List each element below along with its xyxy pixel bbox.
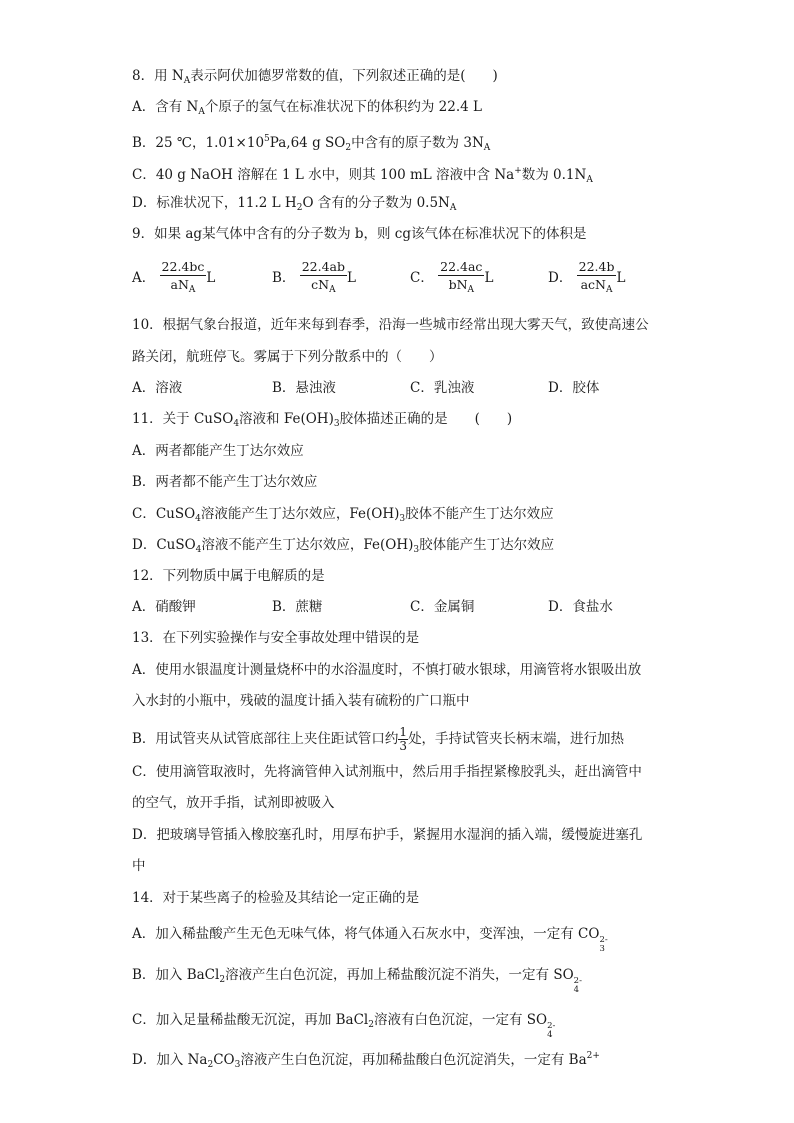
q13-option-c-line2: 的空气，放开手指，试剂即被吸入 [132, 795, 335, 811]
q10-option-d: D．胶体 [548, 380, 600, 396]
q13-option-c-line1: C．使用滴管取液时，先将滴管伸入试剂瓶中，然后用手指捏紧橡胶乳头，赶出滴管中 [132, 764, 642, 780]
q13-option-d-line2: 中 [132, 858, 146, 874]
q12-option-a: A．硝酸钾 [132, 599, 196, 615]
q8-option-a: A．含有 $N_A$个原子的氢气在标准状况下的体积约为 22.4 L [132, 99, 482, 117]
q8-stem: 8．用 $N_A$表示阿伏加德罗常数的值，下列叙述正确的是( ) [132, 68, 498, 86]
q9-option-b: B． $\frac{22.4ab}{cN_A}$ L [272, 258, 356, 298]
q9-option-c: C． $\frac{22.4ac}{bN_A}$ L [410, 258, 493, 298]
fraction: $\frac{22.4ac}{bN_A}$ [440, 259, 483, 295]
q14-option-c: C．加入足量稀盐酸无沉淀，再加 BaCl$_2$溶液有白色沉淀，一定有 SO 2- 4 [132, 1012, 556, 1040]
q8-option-c: C．40 g NaOH 溶解在 1 L 水中，则其 100 mL 溶液中含 Na+数为 $0.1N_A$ [132, 166, 593, 185]
q11-stem: 11．关于 CuSO$_4$溶液和 $Fe(OH)_3$胶体描述正确的是 ( ) [132, 411, 513, 429]
q9-option-a: A． $\frac{22.4bc}{aN_A}$ L [132, 258, 215, 298]
q12-option-c: C．金属铜 [410, 599, 475, 615]
q13-option-a-line2: 入水封的小瓶中，残破的温度计插入装有硫粉的广口瓶中 [132, 693, 470, 709]
fraction: $\frac{22.4b}{acN_A}$ [578, 259, 615, 295]
q14-option-a: A．加入稀盐酸产生无色无味气体，将气体通入石灰水中，变浑浊，一定有 CO 2- 3 [132, 926, 608, 954]
q13-option-a-line1: A．使用水银温度计测量烧杯中的水浴温度时，不慎打破水银球，用滴管将水银吸出放 [132, 662, 642, 678]
fraction: $\frac{1}{3}$ [399, 725, 408, 753]
q10-option-a: A．溶液 [132, 380, 183, 396]
q9-option-d: D． $\frac{22.4b}{acN_A}$ L [548, 258, 625, 298]
q11-option-d: D．CuSO$_4$溶液不能产生丁达尔效应，$Fe(OH)_3$胶体能产生丁达尔效应 [132, 537, 555, 555]
q13-option-d-line1: D．把玻璃导管插入橡胶塞孔时，用厚布护手，紧握用水湿润的插入端，缓慢旋进塞孔 [132, 827, 643, 843]
q10-stem-line2: 路关闭，航班停飞。雾属于下列分散系中的（ ） [132, 349, 443, 365]
q11-option-b: B．两者都不能产生丁达尔效应 [132, 474, 318, 490]
q9-stem: 9．如果 ag某气体中含有的分子数为 b，则 cg该气体在标准状况下的体积是 [132, 226, 587, 242]
q14-option-d: D．加入 $Na_2CO_3$溶液产生白色沉淀，再加稀盐酸白色沉淀消失，一定有 $Ba^{2+}$ [132, 1051, 600, 1070]
q12-option-b: B．蔗糖 [272, 599, 323, 615]
q10-stem-line1: 10．根据气象台报道，近年来每到春季，沿海一些城市经常出现大雾天气，致使高速公 [132, 317, 649, 333]
q14-option-b: B．加入 BaCl$_2$溶液产生白色沉淀，再加上稀盐酸沉淀不消失，一定有 SO 2- 4 [132, 967, 582, 995]
q12-stem: 12．下列物质中属于电解质的是 [132, 568, 325, 584]
fraction: $\frac{22.4bc}{aN_A}$ [161, 259, 205, 295]
q13-stem: 13．在下列实验操作与安全事故处理中错误的是 [132, 630, 420, 646]
q10-option-c: C．乳浊液 [410, 380, 475, 396]
q13-option-b: B．用试管夹从试管底部往上夹住距试管口约 $\frac{1}{3}$ 处，手持试管夹长柄末端，进行加热 [132, 725, 625, 753]
q12-option-d: D．食盐水 [548, 599, 613, 615]
q8-option-b: B．25 ℃，$1.01\times 10^5Pa,64$ g $SO_2$中含有的原子数为 $3N_A$ [132, 134, 491, 153]
q14-stem: 14．对于某些离子的检验及其结论一定正确的是 [132, 890, 420, 906]
q8-option-d: D．标准状况下，11.2 L $H_2O$ 含有的分子数为 $0.5N_A$ [132, 195, 457, 213]
fraction: $\frac{22.4ab}{cN_A}$ [301, 259, 346, 295]
q11-option-a: A．两者都能产生丁达尔效应 [132, 443, 304, 459]
q11-option-c: C．CuSO$_4$溶液能产生丁达尔效应，$Fe(OH)_3$胶体不能产生丁达尔效应 [132, 506, 554, 524]
q10-option-b: B．悬浊液 [272, 380, 336, 396]
